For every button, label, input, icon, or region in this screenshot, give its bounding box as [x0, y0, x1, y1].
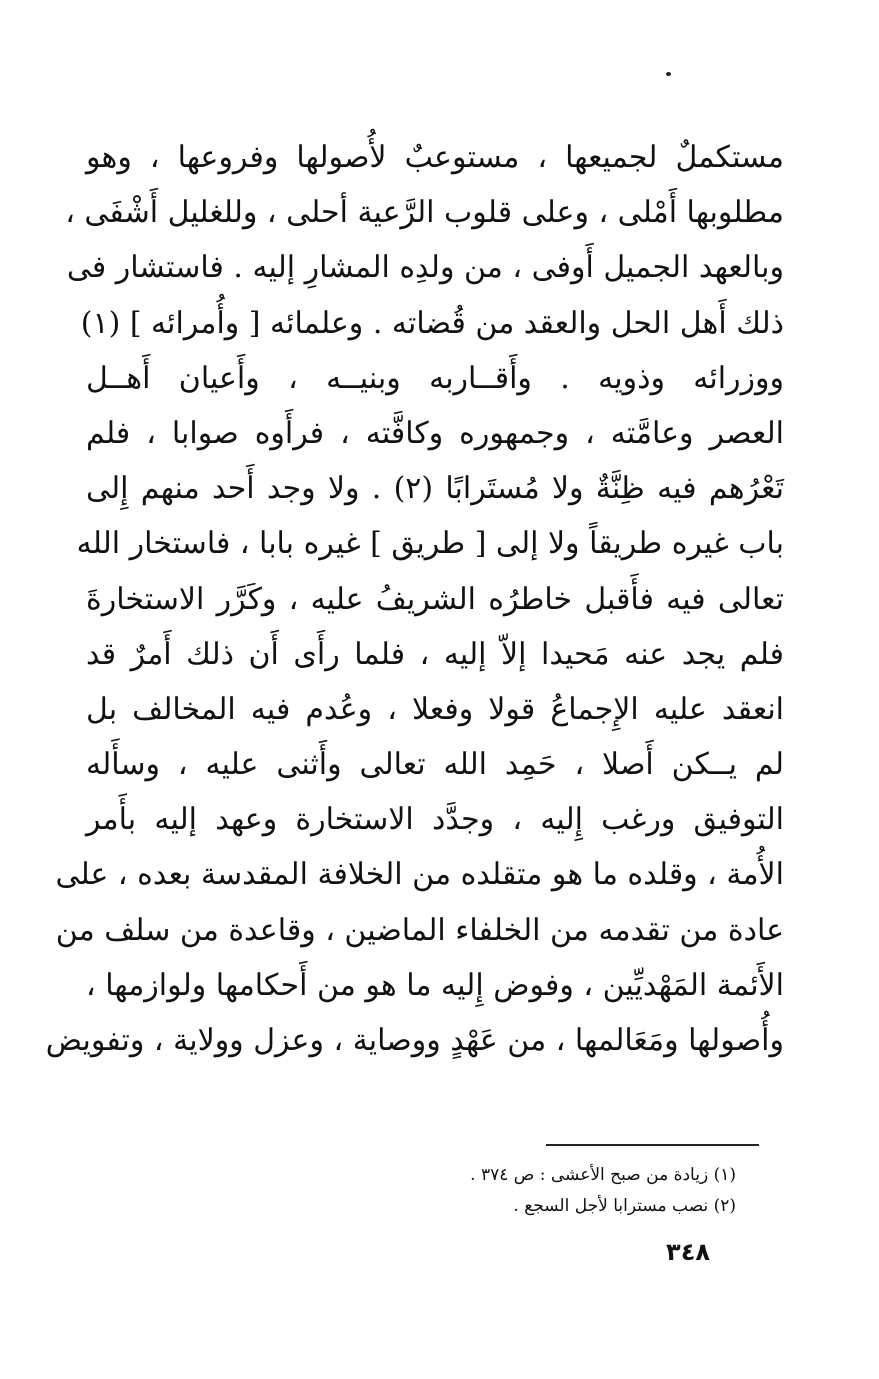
body-text: [45, 130, 784, 1068]
text-line: التوفيق ورغب إِليه ، وجدَّد الاستخارة وعهد إليه بأَمر: [86, 802, 784, 838]
text-line: فلم يجد عنه مَحيدا إلاّ إليه ، فلما رأَى أَن ذلك أَمرٌ قد: [86, 636, 784, 672]
text-line: لم يــكن أَصلا ، حَمِد الله تعالى وأَثنى عليه ، وسأَله: [86, 747, 784, 783]
text-line: تعالى فيه فأَقبل خاطرُه الشريفُ عليه ، وكَرَّر الاستخارةَ: [86, 581, 784, 617]
text-line: عادة من تقدمه من الخلفاء الماضين ، وقاعدة من سلف من: [55, 912, 784, 948]
text-line: مستكملٌ لجميعها ، مستوعبٌ لأُصولها وفروعها ، وهو: [86, 140, 784, 175]
text-line: تَعْرُهم فيه ظِنَّةٌ ولا مُستَرابًا (٢) . ولا وجد أَحد منهم إِلى: [86, 471, 784, 507]
print-speck: [666, 72, 671, 76]
footnote-divider: [546, 1144, 759, 1146]
text-line: باب غيره طريقاً ولا إلى [ طريق ] غيره بابا ، فاستخار الله: [76, 526, 784, 562]
text-line: ذلك أَهل الحل والعقد من قُضاته . وعلمائه [ وأُمرائه ] (١): [80, 305, 784, 341]
text-line: مطلوبها أَمْلى ، وعلى قلوب الرَّعية أحلى ، وللغليل أَشْفَى ،: [65, 195, 784, 231]
text-line: الأُمة ، وقلده ما هو متقلده من الخلافة المقدسة بعده ، على: [55, 857, 784, 893]
text-line: وأُصولها ومَعَالمها ، من عَهْدٍ ووصاية ، وعزل وولاية ، وتفويض: [45, 1023, 784, 1058]
text-line: الأَئمة المَهْديِّين ، وفوض إِليه ما هو من أَحكامها ولوازمها ،: [86, 967, 784, 1003]
text-line: انعقد عليه الإِجماعُ قولا وفعلا ، وعُدم فيه المخالف بل: [86, 691, 784, 727]
page-number: ٣٤٨: [666, 1238, 710, 1266]
text-line: وبالعهد الجميل أَوفى ، من ولدِه المشارِ إليه . فاستشار فى: [66, 250, 784, 286]
footnote-1: (١) زيادة من صبح الأعشى : ص ٣٧٤ .: [470, 1165, 736, 1185]
text-line: ووزرائه وذويه . وأَقــاربه وبنيــه ، وأَعيان أَهــل: [86, 360, 784, 396]
footnote-2: (٢) نصب مسترابا لأجل السجع .: [513, 1196, 736, 1216]
footnotes: [380, 1160, 736, 1222]
text-line: العصر وعامَّته ، وجمهوره وكافَّته ، فرأَوه صوابا ، فلم: [86, 415, 784, 451]
